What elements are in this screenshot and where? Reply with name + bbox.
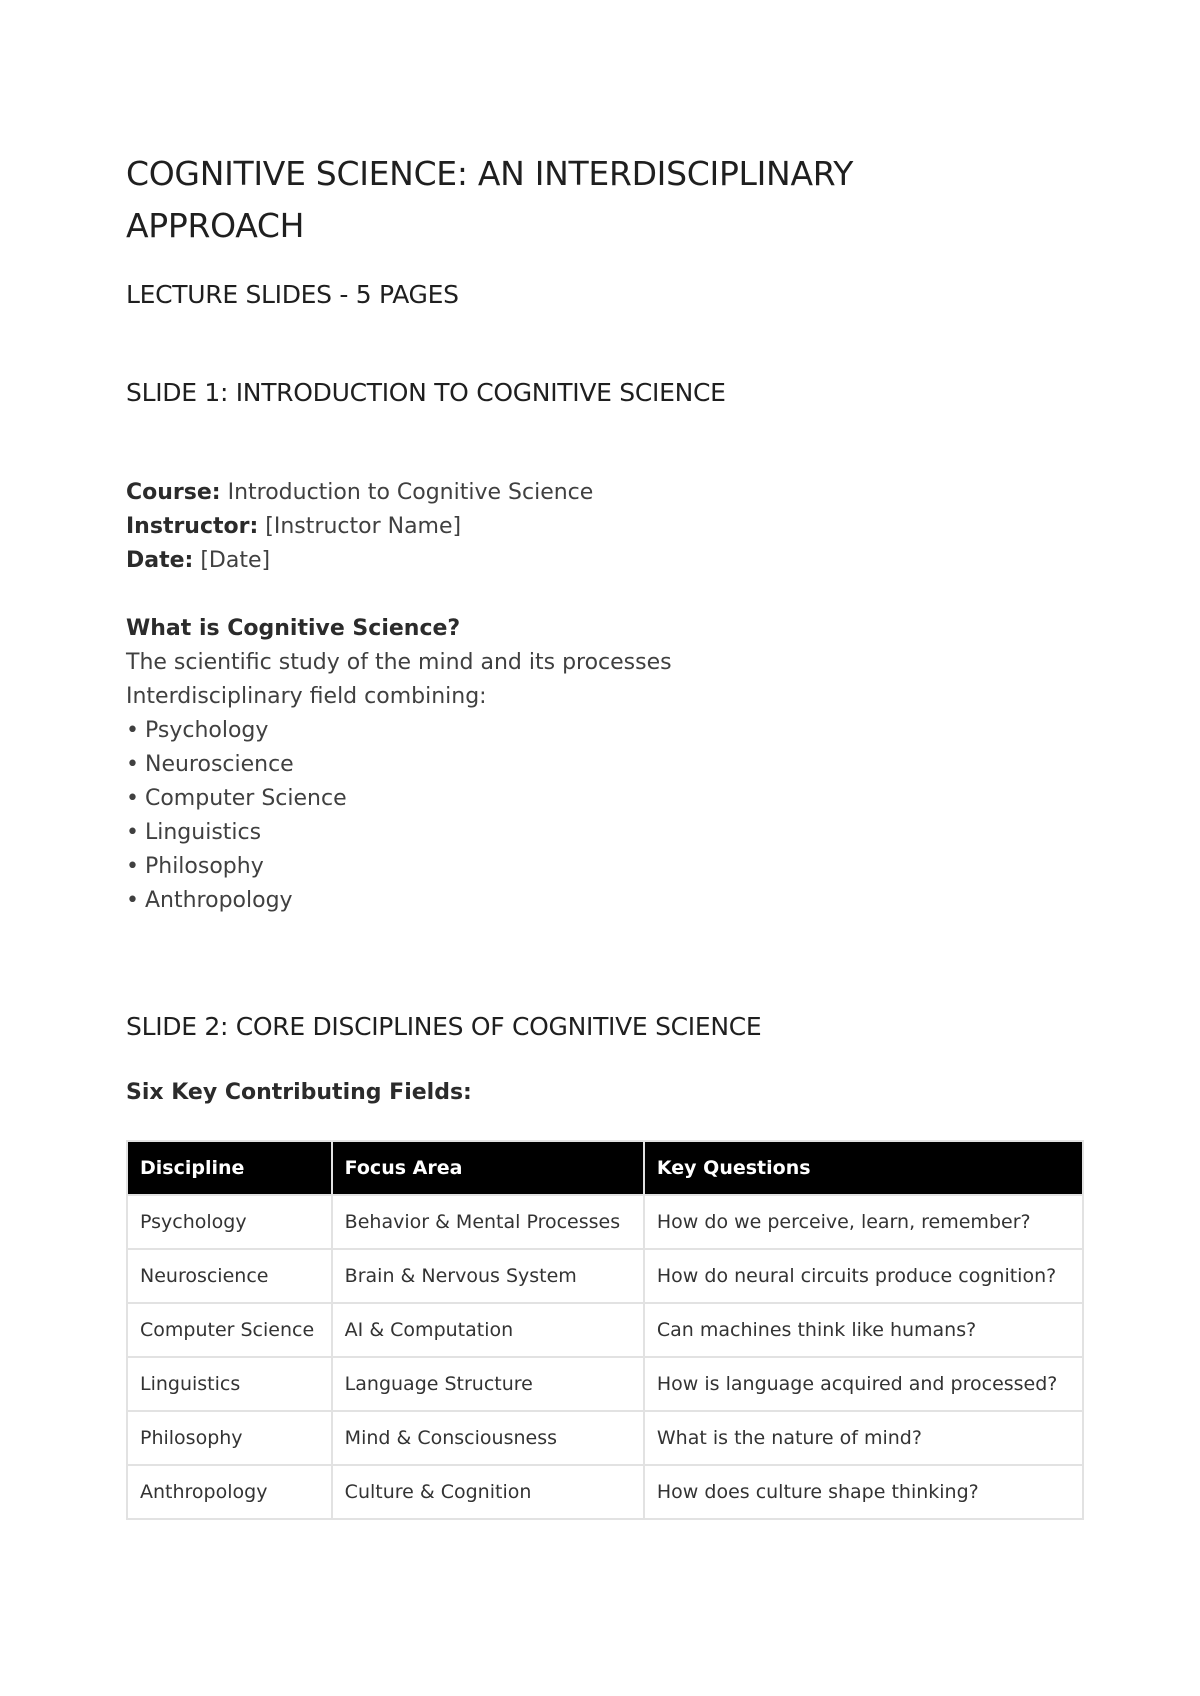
cell-focus-area: Brain & Nervous System <box>332 1249 644 1303</box>
table-row <box>127 1303 1083 1357</box>
header-discipline: Discipline <box>127 1141 332 1195</box>
bullet-icon: • <box>126 718 139 743</box>
disciplines-table <box>126 1140 1084 1520</box>
instructor-line <box>126 510 593 544</box>
list-item <box>126 714 672 748</box>
bullet-icon: • <box>126 854 139 879</box>
list-item-text: Psychology <box>144 718 269 743</box>
definition-text: The scientific study of the mind and its processes <box>126 650 672 675</box>
date-label: Date: <box>126 548 194 573</box>
slide-2-heading: SLIDE 2: CORE DISCIPLINES OF COGNITIVE SCIENCE <box>126 1012 762 1041</box>
slide-1-heading: SLIDE 1: INTRODUCTION TO COGNITIVE SCIENCE <box>126 378 726 407</box>
cell-key-question: How do we perceive, learn, remember? <box>644 1195 1083 1249</box>
cell-discipline: Psychology <box>127 1195 332 1249</box>
document-subtitle: LECTURE SLIDES - 5 PAGES <box>126 280 459 309</box>
cell-focus-area: AI & Computation <box>332 1303 644 1357</box>
bullet-icon: • <box>126 752 139 777</box>
list-item-text: Philosophy <box>144 854 264 879</box>
cell-discipline: Philosophy <box>127 1411 332 1465</box>
header-key-questions: Key Questions <box>644 1141 1083 1195</box>
list-item <box>126 782 672 816</box>
list-item <box>126 748 672 782</box>
fields-label: Six Key Contributing Fields: <box>126 1080 472 1105</box>
cell-discipline: Neuroscience <box>127 1249 332 1303</box>
table-row <box>127 1249 1083 1303</box>
cell-focus-area: Mind & Consciousness <box>332 1411 644 1465</box>
course-value: Introduction to Cognitive Science <box>227 480 594 505</box>
cell-key-question: How do neural circuits produce cognition? <box>644 1249 1083 1303</box>
table-header-row <box>127 1141 1083 1195</box>
list-item-text: Linguistics <box>144 820 262 845</box>
table-row <box>127 1195 1083 1249</box>
table-row <box>127 1357 1083 1411</box>
date-value: [Date] <box>200 548 271 573</box>
bullet-icon: • <box>126 888 139 913</box>
table-row <box>127 1465 1083 1519</box>
what-is-section <box>126 612 672 918</box>
list-item-text: Neuroscience <box>144 752 294 777</box>
cell-key-question: Can machines think like humans? <box>644 1303 1083 1357</box>
cell-key-question: How does culture shape thinking? <box>644 1465 1083 1519</box>
cell-discipline: Linguistics <box>127 1357 332 1411</box>
field-list <box>126 714 672 918</box>
list-item-text: Computer Science <box>144 786 347 811</box>
cell-focus-area: Language Structure <box>332 1357 644 1411</box>
instructor-value: [Instructor Name] <box>265 514 462 539</box>
bullet-icon: • <box>126 786 139 811</box>
course-meta <box>126 476 593 578</box>
combining-intro: Interdisciplinary field combining: <box>126 684 487 709</box>
bullet-icon: • <box>126 820 139 845</box>
course-label: Course: <box>126 480 221 505</box>
document-title: COGNITIVE SCIENCE: AN INTERDISCIPLINARY APPROACH <box>126 154 854 245</box>
list-item <box>126 816 672 850</box>
list-item <box>126 850 672 884</box>
what-is-question: What is Cognitive Science? <box>126 616 461 641</box>
cell-key-question: How is language acquired and processed? <box>644 1357 1083 1411</box>
cell-discipline: Anthropology <box>127 1465 332 1519</box>
list-item <box>126 884 672 918</box>
cell-discipline: Computer Science <box>127 1303 332 1357</box>
cell-key-question: What is the nature of mind? <box>644 1411 1083 1465</box>
cell-focus-area: Culture & Cognition <box>332 1465 644 1519</box>
table-body <box>127 1195 1083 1519</box>
date-line <box>126 544 593 578</box>
cell-focus-area: Behavior & Mental Processes <box>332 1195 644 1249</box>
instructor-label: Instructor: <box>126 514 259 539</box>
list-item-text: Anthropology <box>144 888 293 913</box>
table-row <box>127 1411 1083 1465</box>
course-line <box>126 476 593 510</box>
table-header <box>127 1141 1083 1195</box>
header-focus-area: Focus Area <box>332 1141 644 1195</box>
